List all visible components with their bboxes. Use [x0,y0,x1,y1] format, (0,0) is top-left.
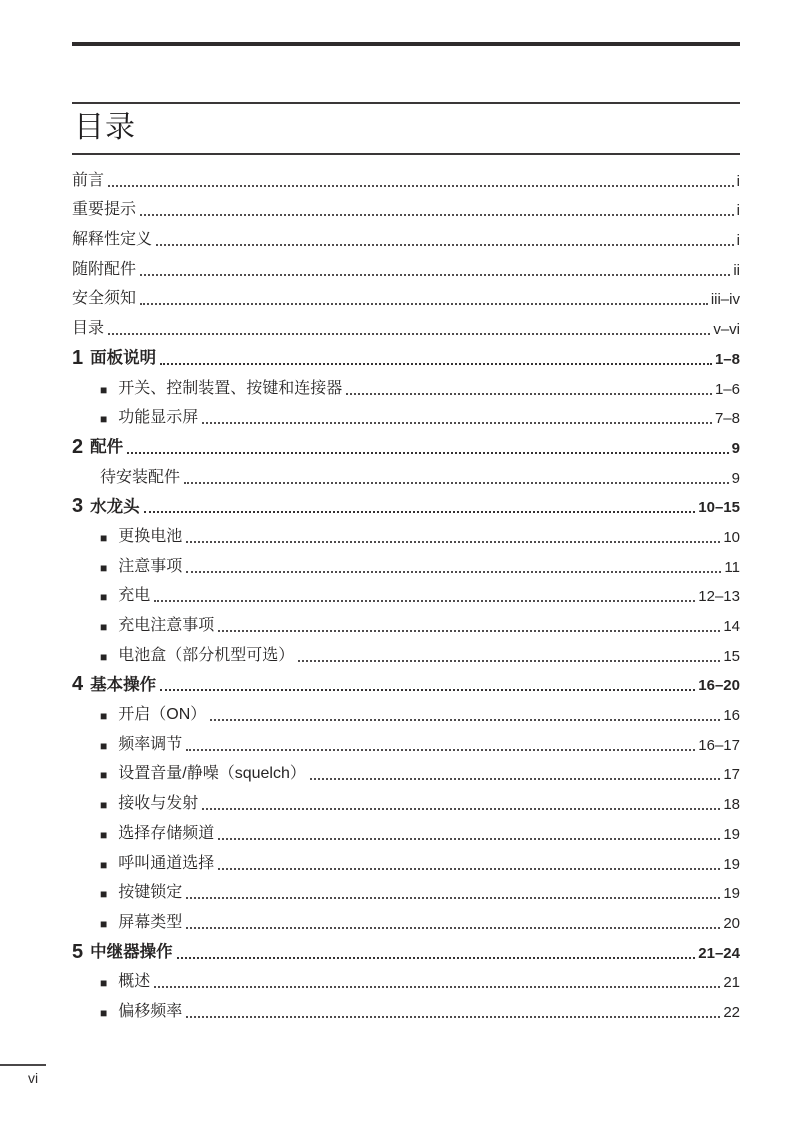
toc-row [72,341,740,371]
page-title: 目录 [74,111,136,144]
page-number: 19 [723,885,740,903]
square-bullet-icon: ■ [100,590,108,605]
toc-entry-label: 接收与发射 [118,795,199,813]
toc-row [72,579,740,609]
toc-entry-label: 开启（ON） [118,706,207,724]
toc-row [72,519,740,549]
page-number: 19 [723,855,740,873]
dotted-leader [140,303,708,305]
toc-row [72,222,740,252]
dotted-leader [160,689,695,691]
toc-row [72,490,740,520]
square-bullet-icon: ■ [100,887,108,902]
page-number: 19 [723,825,740,843]
dotted-leader [154,600,695,602]
toc-list [72,163,740,1024]
toc-row [72,608,740,638]
page-number: 17 [723,766,740,784]
page-number: 22 [723,1003,740,1021]
dotted-leader [186,927,720,929]
toc-entry-label: 待安装配件 [100,468,181,486]
toc-entry-label: 安全须知 [72,290,137,308]
dotted-leader [210,719,720,721]
page-number: 15 [723,647,740,665]
toc-entry-label: 开关、控制装置、按键和连接器 [118,379,343,397]
page-number: i [736,202,740,220]
dotted-leader [154,986,720,988]
toc-entry-label: 中继器操作 [90,943,173,962]
chapter-number: 3 [72,495,84,518]
page-number: 11 [724,558,740,576]
toc-row [72,549,740,579]
toc-row [72,727,740,757]
toc-entry-label: 按键锁定 [118,884,183,902]
page-number: 7–8 [714,410,740,428]
page-number: v–vi [713,321,740,339]
toc-entry-label: 设置音量/静噪（squelch） [118,765,306,783]
footer-line [0,1064,46,1066]
toc-row [72,994,740,1024]
toc-entry-label: 目录 [72,320,105,338]
square-bullet-icon: ■ [100,738,108,753]
page-number: 16–20 [698,677,740,695]
dotted-leader [186,571,721,573]
title-block [72,102,740,155]
toc-row [72,252,740,282]
dotted-leader [186,1016,720,1018]
page-number: 12–13 [698,588,740,606]
page-number: 21 [723,974,740,992]
dotted-leader [156,244,734,246]
page-number: 21–24 [698,944,740,962]
page-number: 10–15 [698,499,740,517]
toc-entry-label: 概述 [118,973,151,991]
square-bullet-icon: ■ [100,857,108,872]
toc-row [72,163,740,193]
dotted-leader [186,749,695,751]
page-number: 1–8 [714,350,740,368]
square-bullet-icon: ■ [100,976,108,991]
dotted-leader [184,482,729,484]
page-number: 16–17 [698,736,740,754]
dotted-leader [202,808,720,810]
toc-row [72,282,740,312]
square-bullet-icon: ■ [100,620,108,634]
toc-row [72,876,740,906]
toc-entry-label: 功能显示屏 [118,409,199,427]
page-number: i [736,172,740,190]
square-bullet-icon: ■ [100,798,108,813]
title-rule-bottom [72,153,740,155]
toc-entry-label: 面板说明 [90,349,157,368]
page-number: 16 [723,707,740,725]
toc-entry-label: 充电注意事项 [118,617,215,634]
toc-entry-label: 解释性定义 [72,231,153,249]
top-rule [72,42,740,46]
square-bullet-icon: ■ [100,916,108,931]
page-number: 14 [723,618,740,635]
toc-row [72,786,740,816]
dotted-leader [144,511,696,513]
toc-entry-label: 配件 [90,438,124,457]
dotted-leader [218,838,720,840]
toc-entry-label: 水龙头 [90,497,140,516]
dotted-leader [160,363,712,365]
chapter-number: 2 [72,435,84,458]
toc-row [72,193,740,223]
chapter-number: 4 [72,673,84,696]
toc-row [72,638,740,668]
toc-row [72,905,740,935]
toc-entry-label: 偏移频率 [118,1002,183,1020]
square-bullet-icon: ■ [100,827,108,842]
footer-page-number: vi [27,1070,39,1086]
chapter-number: 5 [72,940,84,963]
dotted-leader [177,957,696,959]
dotted-leader [202,422,712,424]
toc-entry-label: 注意事项 [118,557,183,575]
toc-entry-label: 重要提示 [72,201,137,219]
toc-row [72,816,740,846]
dotted-leader [140,214,734,216]
square-bullet-icon: ■ [100,530,108,545]
toc-row [72,757,740,787]
square-bullet-icon: ■ [100,412,108,427]
dotted-leader [218,630,720,632]
dotted-leader [218,868,720,870]
page-number: 10 [723,528,740,546]
dotted-leader [140,274,730,276]
page-number: 20 [723,914,740,932]
dotted-leader [127,452,729,454]
page-number: ii [733,261,740,279]
toc-entry-label: 随附配件 [72,260,137,278]
page-number: i [736,232,740,250]
square-bullet-icon: ■ [100,560,108,575]
dotted-leader [108,185,734,187]
toc-entry-label: 选择存储频道 [118,824,215,842]
toc-row [72,311,740,341]
toc-entry-label: 更换电池 [118,527,183,545]
toc-row [72,935,740,965]
dotted-leader [298,660,720,662]
toc-entry-label: 电池盒（部分机型可选） [118,646,295,664]
toc-row [72,430,740,460]
page-number: iii–iv [710,291,740,309]
toc-row [72,846,740,876]
toc-row [72,965,740,995]
square-bullet-icon: ■ [100,382,108,397]
toc-entry-label: 基本操作 [90,675,157,694]
toc-entry-label: 屏幕类型 [118,913,183,931]
square-bullet-icon: ■ [100,768,108,783]
dotted-leader [186,897,720,899]
toc-row [72,697,740,727]
dotted-leader [108,333,710,335]
dotted-leader [346,393,712,395]
page-number: 9 [731,439,740,457]
dotted-leader [310,778,720,780]
toc-row [72,668,740,698]
page-number: 18 [723,796,740,814]
toc-entry-label: 呼叫通道选择 [118,854,215,872]
square-bullet-icon: ■ [100,649,108,664]
toc-row [72,371,740,401]
chapter-number: 1 [72,346,84,369]
toc-row [72,401,740,431]
dotted-leader [186,541,720,543]
page-number: 1–6 [714,380,740,398]
square-bullet-icon: ■ [100,1005,108,1020]
toc-entry-label: 频率调节 [118,735,183,753]
toc-entry-label: 前言 [72,171,105,189]
square-bullet-icon: ■ [100,709,108,724]
page-number: 9 [731,469,740,487]
toc-entry-label: 充电 [118,587,151,605]
toc-row [72,460,740,490]
